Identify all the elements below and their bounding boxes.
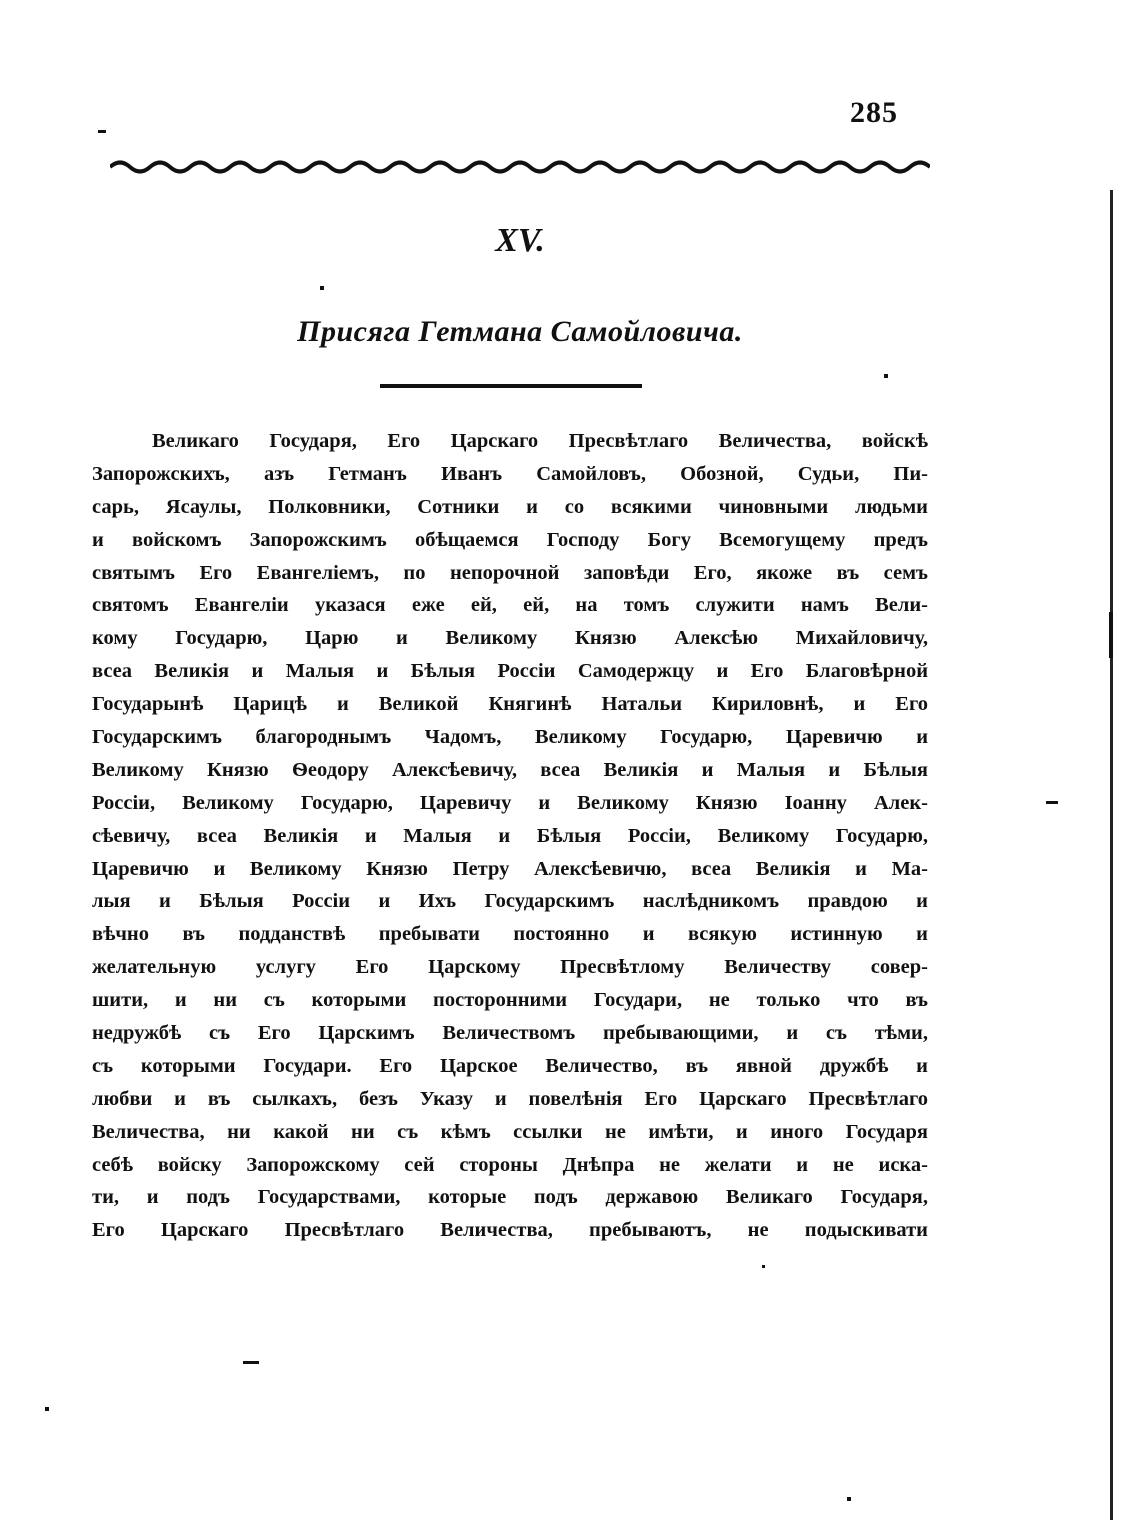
body-text — [92, 425, 928, 1247]
text-line: недружбѣ съ Его Царскимъ Величествомъ пребывающими, и съ тѣми, — [92, 1022, 928, 1045]
text-line: Царевичю и Великому Князю Петру Алексѣевичю, всеа Великія и Ма- — [92, 857, 928, 880]
text-line: Его Царскаго Пресвѣтлаго Величества, пребываютъ, не подыскивати — [92, 1219, 928, 1242]
text-line: сѣевичу, всеа Великія и Малыя и Бѣлыя Россіи, Великому Государю, — [92, 824, 928, 847]
text-line: всеа Великія и Малыя и Бѣлыя Россіи Самодержцу и Его Благовѣрной — [92, 660, 928, 683]
text-line: шити, и ни съ которыми посторонними Государи, не только что въ — [92, 989, 928, 1012]
ornamental-wavy-rule — [110, 156, 930, 178]
text-line: сарь, Ясаулы, Полковники, Сотники и со всякими чиновными людьми — [92, 495, 928, 518]
text-line: святомъ Евангеліи указася еже ей, ей, на томъ служити намъ Вели- — [92, 594, 928, 617]
scan-speck — [45, 1407, 49, 1411]
document-title: Присяга Гетмана Самойловича. — [297, 315, 743, 348]
scan-speck — [243, 1361, 259, 1364]
scan-speck — [847, 1497, 851, 1501]
scan-speck — [884, 374, 888, 378]
title-underline — [380, 384, 642, 388]
text-line: Государскимъ благороднымъ Чадомъ, Великому Государю, Царевичю и — [92, 726, 928, 749]
text-line: Великаго Государя, Его Царскаго Пресвѣтлаго Величества, войскѣ — [152, 430, 928, 452]
text-line: Запорожскихъ, азъ Гетманъ Иванъ Самойловъ, Обозной, Судьи, Пи- — [92, 462, 928, 485]
text-line: съ которыми Государи. Его Царское Величество, въ явной дружбѣ и — [92, 1054, 928, 1077]
scan-speck — [98, 130, 106, 133]
scan-margin-mark — [1109, 612, 1113, 658]
text-line: себѣ войску Запорожскому сей стороны Днѣпра не желати и не иска- — [92, 1153, 928, 1176]
text-line: ти, и подъ Государствами, которые подъ державою Великаго Государя, — [92, 1186, 928, 1209]
scan-margin-dash — [1046, 801, 1058, 804]
text-line: святымъ Его Евангеліемъ, по непорочной заповѣди Его, якоже въ семъ — [92, 561, 928, 584]
scan-speck — [762, 1265, 765, 1268]
text-line: желательную услугу Его Царскому Пресвѣтлому Величеству совер- — [92, 956, 928, 979]
text-line: кому Государю, Царю и Великому Князю Алексѣю Михайловичу, — [92, 627, 928, 650]
text-line: Великому Князю Ѳеодору Алексѣевичу, всеа Великія и Малыя и Бѣлыя — [92, 758, 928, 781]
text-line: и войскомъ Запорожскимъ обѣщаемся Господу Богу Всемогущему предъ — [92, 528, 928, 551]
text-line: Величества, ни какой ни съ кѣмъ ссылки не имѣти, и иного Государя — [92, 1120, 928, 1143]
text-line: Государынѣ Царицѣ и Великой Княгинѣ Натальи Кириловнѣ, и Его — [92, 693, 928, 716]
text-line: Россіи, Великому Государю, Царевичу и Великому Князю Іоанну Алек- — [92, 791, 928, 814]
scan-edge-line — [1110, 190, 1113, 1520]
text-line: любви и въ сылкахъ, безъ Указу и повелѣнія Его Царскаго Пресвѣтлаго — [92, 1087, 928, 1110]
chapter-number: XV. — [495, 222, 545, 259]
text-line: вѣчно въ подданствѣ пребывати постоянно и всякую истинную и — [92, 923, 928, 946]
text-line: лыя и Бѣлыя Россіи и Ихъ Государскимъ наслѣдникомъ правдою и — [92, 890, 928, 913]
scan-speck — [320, 286, 324, 290]
page-number: 285 — [850, 96, 898, 129]
